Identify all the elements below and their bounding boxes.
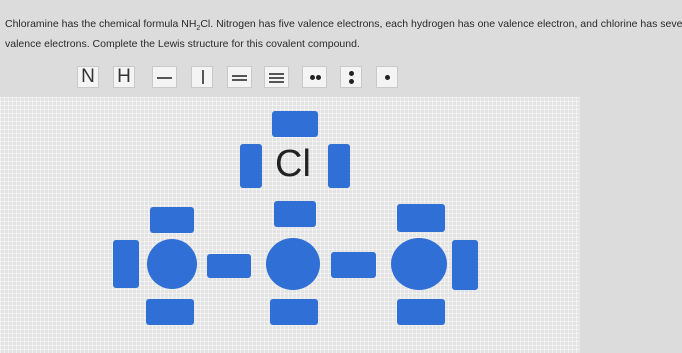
lewis-structure-canvas [0, 97, 580, 353]
prompt-text-a: Chloramine has the chemical formula NH [5, 18, 197, 30]
prompt-text-b: Cl. Nitrogen has five valence electrons, each hydrogen has one valence electron, and chlorine has seve [200, 18, 682, 30]
prompt-line-1 [5, 14, 682, 34]
left-top-slot[interactable] [150, 207, 194, 233]
lone-pair-vertical-tile[interactable] [340, 66, 362, 88]
nitrogen-tile-label: N [81, 66, 95, 87]
right-atom-slot[interactable] [391, 238, 447, 290]
right-bottom-slot[interactable] [397, 299, 445, 325]
right-right-slot[interactable] [452, 240, 478, 290]
left-atom-slot[interactable] [147, 239, 197, 289]
cl-right-lone-pair-slot[interactable] [328, 144, 350, 188]
right-bond-slot[interactable] [331, 252, 376, 278]
center-bottom-slot[interactable] [270, 299, 318, 325]
cl-top-lone-pair-slot[interactable] [272, 111, 318, 137]
triple-bond-tile[interactable] [264, 66, 289, 88]
hydrogen-tile-label: H [117, 66, 131, 87]
center-atom-chlorine: Cl [275, 143, 311, 185]
single-bond-horizontal-tile[interactable] [152, 66, 177, 88]
left-bottom-slot[interactable] [146, 299, 194, 325]
hydrogen-tile[interactable] [113, 66, 135, 88]
prompt-subscript: 2 [196, 25, 201, 33]
left-bond-slot[interactable] [207, 254, 251, 278]
double-bond-tile[interactable] [227, 66, 252, 88]
center-atom-slot[interactable] [266, 238, 320, 290]
single-bond-vertical-tile[interactable] [191, 66, 213, 88]
prompt-line-2: valence electrons. Complete the Lewis structure for this covalent compound. [5, 38, 360, 50]
left-left-slot[interactable] [113, 240, 139, 288]
right-top-slot[interactable] [397, 204, 445, 232]
lone-pair-horizontal-tile[interactable] [302, 66, 327, 88]
nitrogen-tile[interactable] [77, 66, 99, 88]
question-prompt [5, 14, 682, 54]
cl-center-bond-slot[interactable] [274, 201, 316, 227]
single-electron-tile[interactable] [376, 66, 398, 88]
cl-left-lone-pair-slot[interactable] [240, 144, 262, 188]
